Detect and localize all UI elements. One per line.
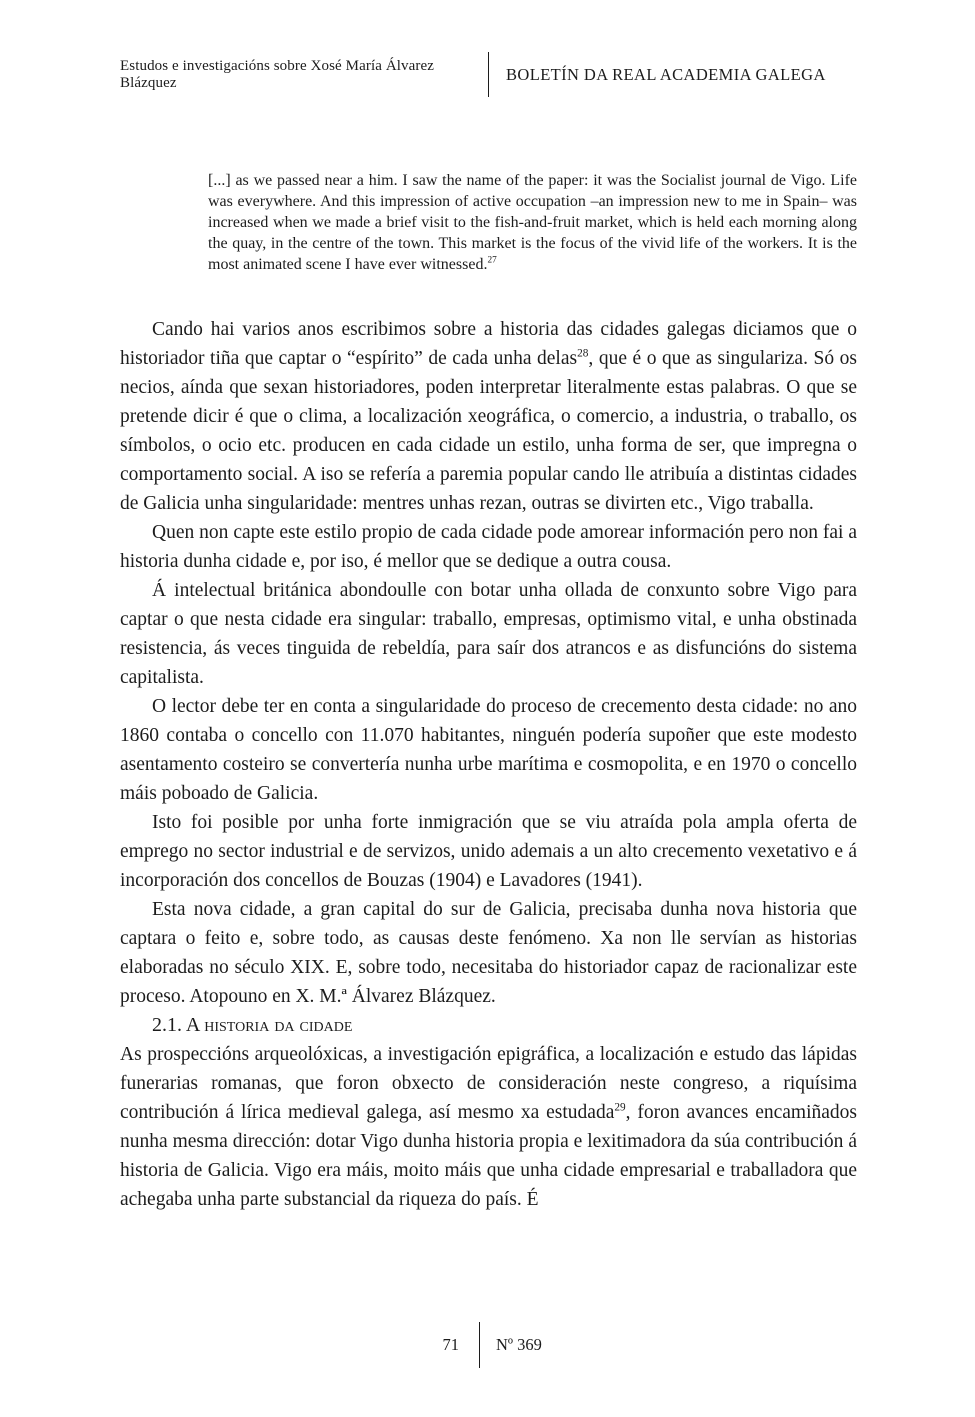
issue-number: Nº 369 <box>496 1335 542 1354</box>
block-quote <box>208 170 857 275</box>
footnote-ref-28: 28 <box>577 347 589 360</box>
quote-text: [...] as we passed near a him. I saw the name of the paper: it was the Socialist journal de Vigo. Life was everywhere. And this impression of active occupation –an impression new to me in Spain– was increased when we made a brief visit to the fish-and-fruit market, which is held each morning along the quay, in the centre of the town. This market is the focus of the vivid life of the workers. It is the most animated scene I have ever witnessed. <box>208 172 857 273</box>
header-journal-title: BOLETÍN DA REAL ACADEMIA GALEGA <box>506 64 826 84</box>
page-header <box>120 52 826 97</box>
body-text <box>120 315 857 1214</box>
paragraph-7-text-continued: , foron avances encamiñados nunha mesma dirección: dotar Vigo dunha historia propia e lexitimadora da súa contribución á historia de Galicia. Vigo era máis, moito máis que unha cidade empresarial e traballadora que achegaba unha parte substancial da riqueza do país. É <box>120 1102 857 1210</box>
paragraph-1 <box>120 315 857 518</box>
paragraph-6: Esta nova cidade, a gran capital do sur de Galicia, precisaba dunha nova historia que captara o feito e, sobre todo, as causas deste fenómeno. Xa non lle servían as historias elaboradas no século XIX. E, sobre todo, necesitaba do historiador capaz de racionalizar este proceso. Atopouno en X. M.ª Álvarez Blázquez. <box>120 899 857 1007</box>
paragraph-7-text: As prospeccións arqueolóxicas, a investigación epigráfica, a localización e estudo das lápidas funerarias romanas, que foron obxecto de consideración neste congreso, a riquísima contribución á lírica medieval galega, así mesmo xa estudada <box>120 1044 857 1123</box>
footnote-ref-29: 29 <box>614 1101 626 1114</box>
paragraph-1-text-continued: , que é o que as singulariza. Só os necios, aínda que sexan historiadores, poden interpretar literalmente estas palabras. O que se pretende dicir é que o clima, a localización xeográfica, o comercio, a industria, o traballo, os símbolos, o ocio etc. producen en cada cidade un estilo, unha forma de ser, que impregna o comportamento social. A iso se refería a paremia popular cando lle atribuía a distintas cidades de Galicia unha singularidade: mentres unhas rezan, outras se divirten etc., Vigo traballa. <box>120 348 857 514</box>
header-book-title: Estudos e investigacións sobre Xosé María Álvarez Blázquez <box>120 57 434 91</box>
section-heading: 2.1. A historia da cidade <box>152 1014 353 1036</box>
paragraph-1-text: Cando hai varios anos escribimos sobre a historia das cidades galegas diciamos que o historiador tiña que captar o “espírito” de cada unha delas <box>120 319 857 369</box>
paragraph-5: Isto foi posible por unha forte inmigración que se viu atraída pola ampla oferta de emprego no sector industrial e de servizos, unido ademais a un alto crecemento vexetativo e á incorporación dos concellos de Bouzas (1904) e Lavadores (1941). <box>120 812 857 891</box>
paragraph-4: O lector debe ter en conta a singularidade do proceso de crecemento desta cidade: no ano 1860 contaba o concello con 11.070 habitantes, ninguén podería supoñer que este modesto asentamento costeiro se convertería nunha urbe marítima e cosmopolita, e en 1970 o concello máis poboado de Galicia. <box>120 696 857 804</box>
page-content <box>120 170 857 1214</box>
page-number: 71 <box>442 1335 459 1354</box>
paragraph-2: Quen non capte este estilo propio de cada cidade pode amorear información pero non fai a historia dunha cidade e, por iso, é mellor que se dedique a outra cousa. <box>120 522 857 572</box>
paragraph-7 <box>120 1040 857 1214</box>
quote-footnote-ref: 27 <box>487 255 497 266</box>
page-footer <box>0 1322 975 1368</box>
paragraph-3: Á intelectual británica abondoulle con botar unha ollada de conxunto sobre Vigo para captar o que nesta cidade era singular: traballo, empresas, optimismo vital, e unha obstinada resistencia, ás veces tinguida de rebeldía, para saír dos atrancos e as disfuncións do sistema capitalista. <box>120 580 857 688</box>
